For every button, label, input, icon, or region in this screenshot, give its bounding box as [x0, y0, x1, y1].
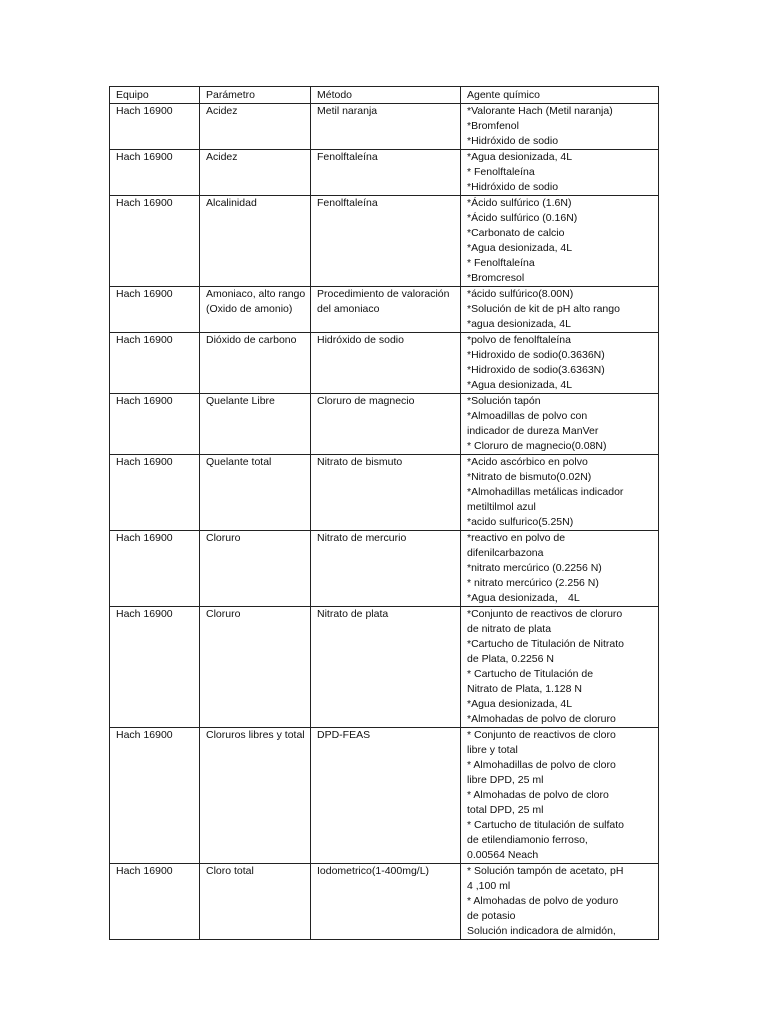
- cell-parametro: [200, 531, 311, 607]
- agente-line: Nitrato de Plata, 1.128 N: [467, 683, 582, 695]
- cell-parametro: [200, 728, 311, 864]
- table-row: [110, 728, 659, 864]
- cell-agente: [461, 394, 659, 455]
- cell-parametro: [200, 455, 311, 531]
- cell-metodo: [311, 394, 461, 455]
- cell-metodo: [311, 728, 461, 864]
- agente-line: *Solución tapón: [467, 395, 541, 407]
- cell-equipo-text: Hach 16900: [116, 729, 173, 741]
- agente-line: difenilcarbazona: [467, 547, 544, 559]
- cell-equipo: [110, 728, 200, 864]
- cell-metodo-text: Fenolftaleína: [317, 151, 378, 163]
- cell-agente: [461, 287, 659, 333]
- cell-parametro-text: Cloro total: [206, 865, 254, 877]
- cell-parametro-text: Dióxido de carbono: [206, 334, 297, 346]
- cell-parametro: [200, 394, 311, 455]
- table-row: [110, 196, 659, 287]
- agente-line: * Almohadas de polvo de yoduro: [467, 895, 619, 907]
- agente-line: * nitrato mercúrico (2.256 N): [467, 577, 599, 589]
- cell-agente: [461, 728, 659, 864]
- cell-metodo: [311, 864, 461, 940]
- cell-agente: [461, 196, 659, 287]
- agente-line: libre DPD, 25 ml: [467, 774, 544, 786]
- cell-metodo-text: Fenolftaleína: [317, 197, 378, 209]
- cell-agente: [461, 864, 659, 940]
- agente-line: *Agua desionizada, 4L: [467, 698, 573, 710]
- cell-agente: [461, 150, 659, 196]
- cell-equipo: [110, 150, 200, 196]
- cell-metodo: [311, 150, 461, 196]
- cell-equipo: [110, 531, 200, 607]
- agente-line: *Agua desionizada, 4L: [467, 151, 573, 163]
- cell-equipo-text: Hach 16900: [116, 334, 173, 346]
- cell-equipo: [110, 455, 200, 531]
- header-metodo: Método: [311, 87, 461, 104]
- cell-metodo-text: DPD-FEAS: [317, 729, 371, 741]
- agente-line: *acido sulfurico(5.25N): [467, 516, 574, 528]
- cell-equipo-text: Hach 16900: [116, 105, 173, 117]
- agente-line: *Almoadillas de polvo con: [467, 410, 588, 422]
- agente-line: de Plata, 0.2256 N: [467, 653, 554, 665]
- agente-line: 4 ,100 ml: [467, 880, 511, 892]
- cell-metodo: [311, 455, 461, 531]
- table-header-row: [110, 87, 659, 104]
- agente-line: * Fenolftaleína: [467, 257, 535, 269]
- cell-metodo-text: Iodometrico(1-400mg/L): [317, 865, 430, 877]
- cell-agente: [461, 531, 659, 607]
- agente-line: *Agua desionizada， 4L: [467, 592, 580, 604]
- agente-line: *Hidroxido de sodio(3.6363N): [467, 364, 605, 376]
- cell-metodo: [311, 104, 461, 150]
- cell-parametro-text: Alcalinidad: [206, 197, 257, 209]
- agente-line: * Almohadillas de polvo de cloro: [467, 759, 616, 771]
- table-row: [110, 104, 659, 150]
- agente-line: *polvo de fenolftaleína: [467, 334, 571, 346]
- table-row: [110, 607, 659, 728]
- agente-line: * Cartucho de Titulación de: [467, 668, 594, 680]
- cell-parametro-text: Quelante total: [206, 456, 272, 468]
- agente-line: libre y total: [467, 744, 518, 756]
- cell-agente: [461, 607, 659, 728]
- cell-equipo: [110, 607, 200, 728]
- table-row: [110, 531, 659, 607]
- cell-metodo: [311, 287, 461, 333]
- cell-equipo-text: Hach 16900: [116, 456, 173, 468]
- table-row: [110, 333, 659, 394]
- cell-equipo-text: Hach 16900: [116, 151, 173, 163]
- agente-line: *Bromcresol: [467, 272, 525, 284]
- table-row: [110, 150, 659, 196]
- cell-parametro-text: Cloruro: [206, 532, 241, 544]
- agente-line: *Valorante Hach (Metil naranja): [467, 105, 613, 117]
- agente-line: *Bromfenol: [467, 120, 519, 132]
- table-row: [110, 455, 659, 531]
- cell-equipo-text: Hach 16900: [116, 197, 173, 209]
- cell-parametro: [200, 607, 311, 728]
- agente-line: indicador de dureza ManVer: [467, 425, 599, 437]
- cell-equipo-text: Hach 16900: [116, 532, 173, 544]
- agente-line: * Cartucho de titulación de sulfato: [467, 819, 625, 831]
- cell-equipo-text: Hach 16900: [116, 865, 173, 877]
- table-row: [110, 864, 659, 940]
- cell-metodo: [311, 196, 461, 287]
- cell-equipo: [110, 287, 200, 333]
- cell-metodo-text: Nitrato de bismuto: [317, 456, 403, 468]
- cell-equipo: [110, 196, 200, 287]
- cell-metodo: [311, 531, 461, 607]
- agente-line: de nitrato de plata: [467, 623, 552, 635]
- cell-parametro: [200, 104, 311, 150]
- agente-line: *Ácido sulfúrico (1.6N): [467, 197, 572, 209]
- agente-line: *Hidroxido de sodio(0.3636N): [467, 349, 605, 361]
- table-row: [110, 394, 659, 455]
- agente-line: total DPD, 25 ml: [467, 804, 544, 816]
- cell-equipo-text: Hach 16900: [116, 608, 173, 620]
- table-row: [110, 287, 659, 333]
- agente-line: *Nitrato de bismuto(0.02N): [467, 471, 592, 483]
- header-agente: Agente químico: [461, 87, 659, 104]
- cell-metodo-text: Hidróxido de sodio: [317, 334, 404, 346]
- cell-parametro-text: Acidez: [206, 105, 238, 117]
- cell-agente: [461, 333, 659, 394]
- agente-line: *ácido sulfúrico(8.00N): [467, 288, 574, 300]
- agente-line: *Acido ascórbico en polvo: [467, 456, 588, 468]
- cell-equipo: [110, 394, 200, 455]
- agente-line: *Hidróxido de sodio: [467, 135, 559, 147]
- agente-line: * Conjunto de reactivos de cloro: [467, 729, 616, 741]
- agente-line: metiltilmol azul: [467, 501, 536, 513]
- cell-parametro: [200, 864, 311, 940]
- agente-line: *Agua desionizada, 4L: [467, 379, 573, 391]
- cell-metodo-text: Nitrato de plata: [317, 608, 389, 620]
- agente-line: *agua desionizada, 4L: [467, 318, 571, 330]
- agente-line: Solución indicadora de almidón,: [467, 925, 616, 937]
- agente-line: *Carbonato de calcio: [467, 227, 565, 239]
- cell-parametro-text: Amoniaco, alto rango (Oxido de amonio): [206, 288, 306, 315]
- cell-parametro-text: Cloruros libres y total: [206, 729, 305, 741]
- cell-equipo: [110, 864, 200, 940]
- cell-equipo-text: Hach 16900: [116, 288, 173, 300]
- cell-metodo-text: Procedimiento de valoración del amoniaco: [317, 288, 450, 315]
- cell-parametro-text: Cloruro: [206, 608, 241, 620]
- header-parametro: Parámetro: [200, 87, 311, 104]
- cell-metodo-text: Metil naranja: [317, 105, 378, 117]
- agente-line: * Cloruro de magnecio(0.08N): [467, 440, 607, 452]
- agente-line: *Agua desionizada, 4L: [467, 242, 573, 254]
- cell-parametro: [200, 150, 311, 196]
- agente-line: *Almohadillas metálicas indicador: [467, 486, 624, 498]
- cell-metodo: [311, 607, 461, 728]
- reagents-table: [109, 86, 659, 940]
- agente-line: *Solución de kit de pH alto rango: [467, 303, 620, 315]
- agente-line: *Almohadas de polvo de cloruro: [467, 713, 616, 725]
- cell-agente: [461, 104, 659, 150]
- agente-line: *Hidróxido de sodio: [467, 181, 559, 193]
- agente-line: *nitrato mercúrico (0.2256 N): [467, 562, 602, 574]
- agente-line: de potasio: [467, 910, 516, 922]
- cell-agente: [461, 455, 659, 531]
- agente-line: *reactivo en polvo de: [467, 532, 566, 544]
- cell-equipo: [110, 333, 200, 394]
- cell-metodo-text: Nitrato de mercurio: [317, 532, 407, 544]
- cell-equipo: [110, 104, 200, 150]
- agente-line: * Almohadas de polvo de cloro: [467, 789, 609, 801]
- cell-parametro: [200, 333, 311, 394]
- agente-line: * Fenolftaleína: [467, 166, 535, 178]
- cell-parametro: [200, 287, 311, 333]
- agente-line: 0.00564 Neach: [467, 849, 539, 861]
- cell-parametro-text: Acidez: [206, 151, 238, 163]
- cell-parametro-text: Quelante Libre: [206, 395, 275, 407]
- cell-parametro: [200, 196, 311, 287]
- cell-equipo-text: Hach 16900: [116, 395, 173, 407]
- cell-metodo-text: Cloruro de magnecio: [317, 395, 415, 407]
- cell-metodo: [311, 333, 461, 394]
- agente-line: de etilendiamonio ferroso,: [467, 834, 588, 846]
- agente-line: *Ácido sulfúrico (0.16N): [467, 212, 578, 224]
- agente-line: *Conjunto de reactivos de cloruro: [467, 608, 623, 620]
- agente-line: * Solución tampón de acetato, pH: [467, 865, 624, 877]
- header-equipo: Equipo: [110, 87, 200, 104]
- agente-line: *Cartucho de Titulación de Nitrato: [467, 638, 625, 650]
